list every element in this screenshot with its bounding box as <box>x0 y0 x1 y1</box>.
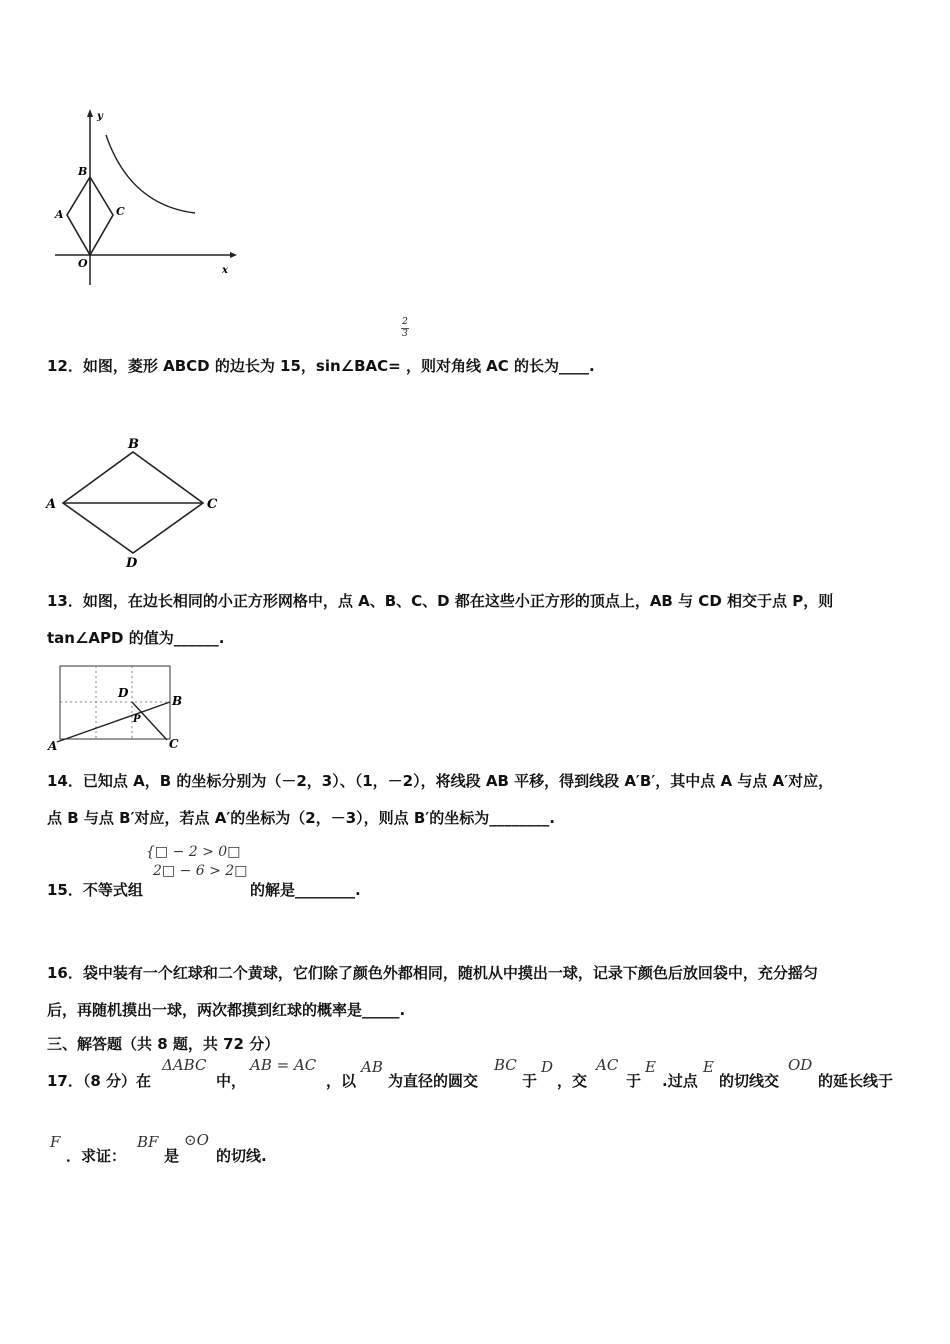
fig12-label-c: C <box>207 497 218 512</box>
q12-fraction-den: 3 <box>402 329 408 339</box>
q17-part-12: 是 <box>164 1147 180 1165</box>
q12-fraction-num: 2 <box>402 317 408 327</box>
q17-part-11: ．求证： <box>66 1147 127 1165</box>
q17-part-10: 的延长线于 <box>818 1072 894 1090</box>
q17-part-3: ，以 <box>326 1072 357 1090</box>
fig13-label-b: B <box>172 694 183 708</box>
fig11-y-label: y <box>97 111 103 122</box>
fig12-label-d: D <box>126 556 138 571</box>
q17-part-1: 17．（8 分）在 <box>47 1072 152 1090</box>
q17-part-6: ，交 <box>557 1072 588 1090</box>
q15-inequality-1: {□ − 2 > 0□ <box>146 844 241 860</box>
q17-math-ab: AB <box>361 1058 383 1076</box>
figure-rhombus-hyperbola <box>50 105 240 290</box>
q17-math-f: F <box>50 1133 61 1151</box>
q15-inequality-2: 2□ − 6 > 2□ <box>153 863 248 879</box>
q17-part-5: 于 <box>522 1072 538 1090</box>
q12-fraction <box>401 317 409 340</box>
section-3-title: 三、解答题（共 8 题，共 72 分） <box>47 1035 280 1053</box>
fig13-label-c: C <box>169 737 179 751</box>
question-14-line-2: 点 B 与点 B′对应，若点 A′的坐标为（2，－3），则点 B′的坐标为________. <box>47 809 555 827</box>
fig12-label-b: B <box>128 437 139 452</box>
fig11-origin-label: O <box>78 257 88 270</box>
question-13-line-2: tan∠APD 的值为______. <box>47 629 225 647</box>
q17-math-e-2: E <box>703 1058 714 1076</box>
q17-math-circle-o: ⊙O <box>184 1131 209 1149</box>
figure-grid-apd <box>45 660 195 755</box>
question-16-line-2: 后，再随机摸出一球，两次都摸到红球的概率是_____. <box>47 1001 406 1019</box>
fig11-label-b: B <box>78 165 88 178</box>
question-15-prefix: 15．不等式组 <box>47 881 143 899</box>
q17-math-bc: BC <box>494 1056 517 1074</box>
fig11-label-c: C <box>116 205 125 218</box>
q17-math-ac: AC <box>596 1056 619 1074</box>
fig11-label-a: A <box>55 208 64 221</box>
q17-part-4: 为直径的圆交 <box>388 1072 479 1090</box>
q17-math-od: OD <box>788 1056 813 1074</box>
q17-part-2: 中， <box>216 1072 247 1090</box>
q17-math-bf: BF <box>137 1133 159 1151</box>
q17-part-7: 于 <box>626 1072 642 1090</box>
figure-rhombus-abcd <box>40 430 230 575</box>
q17-math-d: D <box>541 1058 554 1076</box>
q17-part-8: .过点 <box>662 1072 698 1090</box>
fig12-label-a: A <box>46 497 57 512</box>
q17-part-9: 的切线交 <box>719 1072 780 1090</box>
fig13-label-p: P <box>133 714 141 725</box>
fig11-x-label: x <box>222 265 228 276</box>
fig13-label-a: A <box>48 739 58 753</box>
q17-part-13: 的切线. <box>216 1147 267 1165</box>
q17-math-triangle: ΔABC <box>162 1056 207 1074</box>
question-16-line-1: 16．袋中装有一个红球和二个黄球，它们除了颜色外都相同，随机从中摸出一球，记录下颜色后放回袋中，充分摇匀 <box>47 964 818 982</box>
question-14-line-1: 14．已知点 A，B 的坐标分别为（－2，3）、（1，－2），将线段 AB 平移，得到线段 A′B′，其中点 A 与点 A′对应， <box>47 772 834 790</box>
q17-math-e-1: E <box>645 1058 656 1076</box>
question-13-line-1: 13．如图，在边长相同的小正方形网格中，点 A、B、C、D 都在这些小正方形的顶点上，AB 与 CD 相交于点 P，则 <box>47 592 834 610</box>
q15-inequality-system <box>146 843 247 881</box>
question-15-suffix: 的解是________. <box>250 881 361 899</box>
q17-math-ab-eq-ac: AB = AC <box>250 1056 317 1074</box>
fig13-label-d: D <box>118 686 129 700</box>
question-12: 12．如图，菱形 ABCD 的边长为 15，sin∠BAC= ，则对角线 AC 的长为____. <box>47 357 595 375</box>
